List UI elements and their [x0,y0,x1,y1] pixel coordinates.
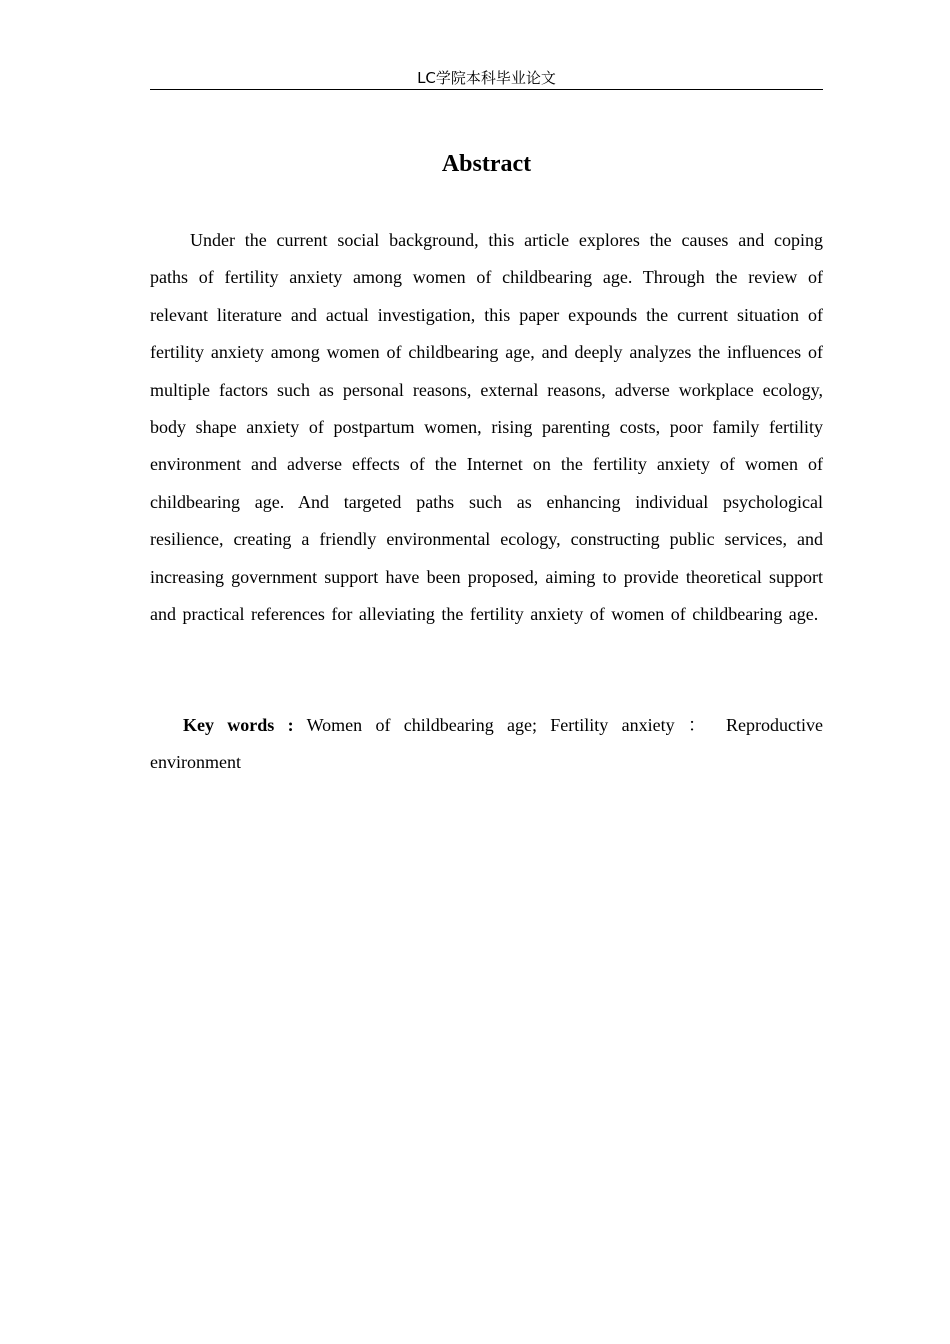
keywords-label: Key words : [183,715,294,735]
keywords-paragraph [150,707,823,782]
running-header: LC学院本科毕业论文 [150,68,823,90]
keywords-text: Women of childbearing age; Fertility anxiety ： Reproductive environment [150,715,823,773]
abstract-body: Under the current social background, this article explores the causes and coping paths of fertility anxiety among women of childbearing age. Through the review of relevant literature and actual investigation, this paper expounds the current situation of fertility anxiety among women of childbearing age, and deeply analyzes the influences of multiple factors such as personal reasons, external reasons, adverse workplace ecology, body shape anxiety of postpartum women, rising parenting costs, poor family fertility environment and adverse effects of the Internet on the fertility anxiety of women of childbearing age. And targeted paths such as enhancing individual psychological resilience, creating a friendly environmental ecology, constructing public services, and increasing government support have been proposed, aiming to provide theoretical support and practical references for alleviating the fertility anxiety of women of childbearing age. [150,230,823,625]
abstract-title: Abstract [441,151,532,177]
